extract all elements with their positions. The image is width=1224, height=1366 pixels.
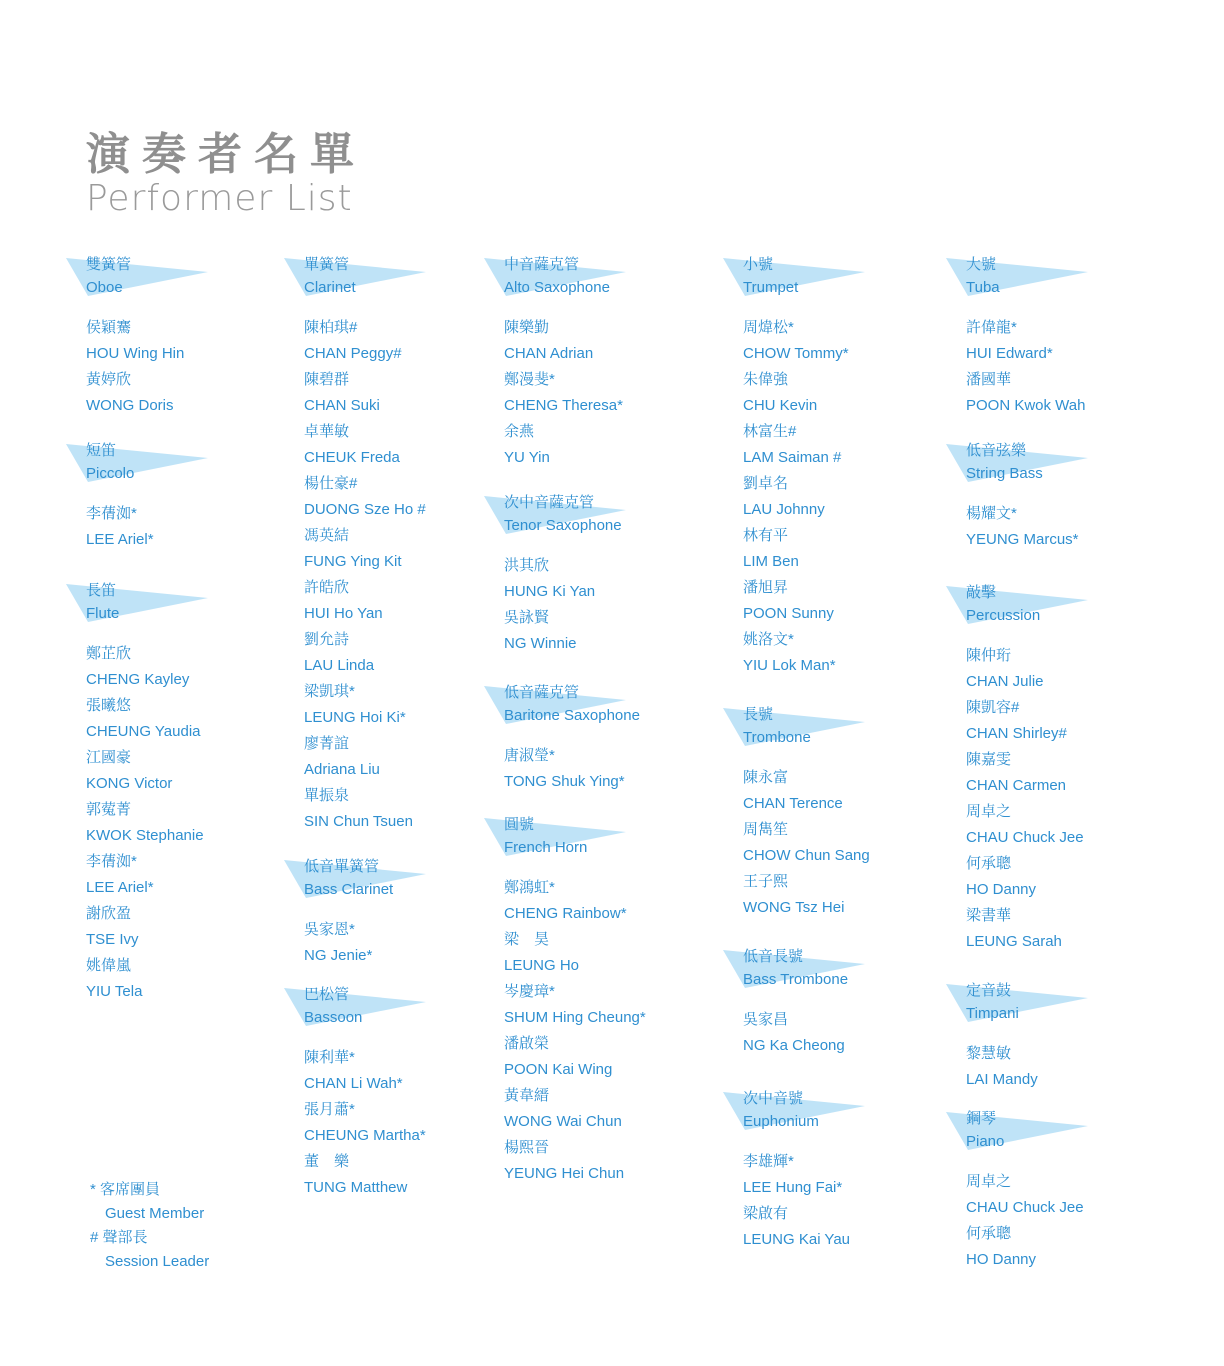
member-name-chinese: 梁啟有 [743, 1205, 789, 1222]
member-name-english: HO Danny [966, 881, 1037, 898]
instrument-section [504, 684, 724, 796]
member-name-english: CHU Kevin [743, 397, 818, 414]
member-name-english: YIU Tela [86, 983, 143, 1000]
member-name-chinese: 陳仲珩 [966, 647, 1012, 664]
member-name-english: LIM Ben [743, 553, 799, 570]
member-name-english: LEUNG Sarah [966, 933, 1062, 950]
member-name-chinese: 姚洛文* [743, 631, 794, 648]
instrument-section [304, 858, 524, 970]
section-title-english: Flute [86, 605, 120, 622]
section-title-english: Bass Trombone [743, 971, 849, 988]
member-name-chinese: 潘啟榮 [504, 1035, 550, 1052]
member-name-english: HUI Edward* [966, 345, 1053, 362]
section-title-english: Clarinet [304, 279, 356, 296]
section-title-chinese: 圓號 [504, 816, 535, 833]
member-name-english: CHAN Li Wah* [304, 1075, 403, 1092]
member-name-english: CHAU Chuck Jee [966, 1199, 1084, 1216]
member-name-english: HO Danny [966, 1251, 1037, 1268]
member-name-chinese: 洪其欣 [504, 557, 550, 574]
member-name-chinese: 吳詠賢 [504, 609, 550, 626]
member-name-chinese: 林富生# [743, 423, 797, 440]
member-name-english: FUNG Ying Kit [304, 553, 402, 570]
member-name-english: WONG Tsz Hei [743, 899, 845, 916]
member-name-chinese: 梁書華 [966, 907, 1012, 924]
section-heading [743, 256, 963, 302]
member-name-chinese: 謝欣盈 [86, 905, 132, 922]
section-title-chinese: 定音鼓 [966, 982, 1012, 999]
member-name-english: KONG Victor [86, 775, 173, 792]
member-list [86, 502, 306, 554]
member-name-english: CHOW Tommy* [743, 345, 849, 362]
section-heading [504, 256, 724, 302]
member-list [966, 644, 1186, 956]
section-heading [504, 494, 724, 540]
member-list [304, 918, 524, 970]
member-name-chinese: 許皓欣 [304, 579, 350, 596]
member-name-english: CHENG Kayley [86, 671, 190, 688]
member-name-chinese: 楊熙晉 [504, 1139, 550, 1156]
section-title-english: Trumpet [743, 279, 799, 296]
member-name-english: POON Kwok Wah [966, 397, 1086, 414]
section-title-english: Percussion [966, 607, 1041, 624]
member-name-chinese: 陳碧群 [304, 371, 350, 388]
section-title-chinese: 低音長號 [743, 948, 804, 965]
page-title-english: Performer List [86, 178, 353, 219]
member-list [743, 316, 963, 680]
section-title-chinese: 次中音薩克管 [504, 494, 595, 511]
instrument-section [504, 494, 724, 658]
section-title-chinese: 次中音號 [743, 1090, 804, 1107]
member-name-chinese: 陳凱容# [966, 699, 1020, 716]
section-title-chinese: 巴松管 [304, 986, 350, 1003]
member-name-chinese: 鄭芷欣 [86, 645, 132, 662]
member-name-chinese: 潘國華 [966, 371, 1012, 388]
member-name-chinese: 劉允詩 [304, 631, 350, 648]
member-name-english: TSE Ivy [86, 931, 139, 948]
member-list [86, 642, 306, 1006]
member-name-chinese: 陳嘉雯 [966, 751, 1012, 768]
section-title-english: Tuba [966, 279, 1000, 296]
instrument-section [966, 584, 1186, 956]
member-name-chinese: 陳利華* [304, 1049, 355, 1066]
section-title-english: Euphonium [743, 1113, 819, 1130]
section-heading [966, 442, 1186, 488]
section-title-chinese: 鋼琴 [966, 1110, 997, 1127]
member-name-chinese: 張月蕭* [304, 1101, 355, 1118]
member-list [743, 1150, 963, 1254]
member-name-english: YIU Lok Man* [743, 657, 836, 674]
member-name-english: CHENG Rainbow* [504, 905, 627, 922]
member-name-chinese: 鄭鴻虹* [504, 879, 555, 896]
instrument-section [504, 816, 724, 1188]
section-title-chinese: 低音弦樂 [966, 442, 1027, 459]
member-name-english: SIN Chun Tsuen [304, 813, 413, 830]
section-heading [304, 986, 524, 1032]
member-name-chinese: 楊耀文* [966, 505, 1017, 522]
member-name-english: DUONG Sze Ho # [304, 501, 426, 518]
section-title-english: String Bass [966, 465, 1043, 482]
member-name-english: CHEUK Freda [304, 449, 400, 466]
member-name-english: CHAN Terence [743, 795, 843, 812]
section-heading [966, 982, 1186, 1028]
member-name-chinese: 馮英結 [304, 527, 350, 544]
member-name-chinese: 周雋笙 [743, 821, 789, 838]
section-heading [743, 706, 963, 752]
member-name-english: WONG Wai Chun [504, 1113, 622, 1130]
section-title-chinese: 長號 [743, 706, 774, 723]
member-name-chinese: 林有平 [743, 527, 789, 544]
section-title-chinese: 低音單簧管 [304, 858, 380, 875]
section-title-chinese: 大號 [966, 256, 997, 273]
member-name-english: CHAU Chuck Jee [966, 829, 1084, 846]
instrument-section [304, 256, 524, 836]
member-list [504, 316, 724, 472]
member-name-chinese: 侯穎騫 [86, 319, 132, 336]
member-name-english: LEE Ariel* [86, 879, 154, 896]
section-title-chinese: 小號 [743, 256, 774, 273]
member-name-chinese: 李蒨洳* [86, 505, 137, 522]
legend-guest-zh: * 客席團員 [90, 1181, 161, 1198]
member-name-chinese: 王子熙 [743, 873, 789, 890]
member-name-chinese: 梁凱琪* [304, 683, 355, 700]
member-name-english: CHAN Adrian [504, 345, 594, 362]
member-name-chinese: 郭蒬菁 [86, 801, 132, 818]
member-name-chinese: 陳樂勤 [504, 319, 550, 336]
section-title-chinese: 短笛 [86, 442, 117, 459]
section-title-english: Bassoon [304, 1009, 363, 1026]
member-name-english: YU Yin [504, 449, 550, 466]
member-list [743, 766, 963, 922]
member-name-chinese: 岑慶璋* [504, 983, 555, 1000]
member-list [966, 502, 1186, 554]
member-name-english: POON Sunny [743, 605, 834, 622]
member-name-english: HUI Ho Yan [304, 605, 383, 622]
member-name-english: LAU Johnny [743, 501, 825, 518]
instrument-section [743, 706, 963, 922]
section-title-chinese: 雙簧管 [86, 256, 132, 273]
instrument-section [966, 1110, 1186, 1274]
member-list [966, 1042, 1186, 1094]
member-list [504, 554, 724, 658]
section-title-english: Bass Clarinet [304, 881, 394, 898]
instrument-section [86, 582, 306, 1006]
member-name-english: CHEUNG Yaudia [86, 723, 201, 740]
instrument-section [504, 256, 724, 472]
section-heading [966, 584, 1186, 630]
member-list [86, 316, 306, 420]
member-name-english: POON Kai Wing [504, 1061, 613, 1078]
member-name-chinese: 單振泉 [304, 787, 350, 804]
section-title-english: Piccolo [86, 465, 135, 482]
section-title-english: Tenor Saxophone [504, 517, 622, 534]
member-name-english: LAM Saiman # [743, 449, 842, 466]
member-name-english: NG Ka Cheong [743, 1037, 845, 1054]
member-name-english: CHOW Chun Sang [743, 847, 870, 864]
section-title-english: Alto Saxophone [504, 279, 610, 296]
member-name-chinese: 黃韋縉 [504, 1087, 550, 1104]
member-name-chinese: 何承聰 [966, 855, 1012, 872]
member-name-chinese: 鄭漫斐* [504, 371, 555, 388]
member-name-chinese: 何承聰 [966, 1225, 1012, 1242]
member-name-chinese: 吳家昌 [743, 1011, 789, 1028]
member-list [304, 1046, 524, 1202]
instrument-section [304, 986, 524, 1202]
section-heading [86, 442, 306, 488]
section-title-english: Baritone Saxophone [504, 707, 640, 724]
member-name-chinese: 周煒松* [743, 319, 794, 336]
member-name-chinese: 陳柏琪# [304, 319, 358, 336]
member-name-chinese: 吳家恩* [304, 921, 355, 938]
member-name-english: LEE Ariel* [86, 531, 154, 548]
member-name-chinese: 黃婷欣 [86, 371, 132, 388]
section-heading [504, 816, 724, 862]
section-title-english: Timpani [966, 1005, 1019, 1022]
section-heading [86, 582, 306, 628]
member-name-english: CHAN Peggy# [304, 345, 402, 362]
member-name-english: TONG Shuk Ying* [504, 773, 625, 790]
member-list [966, 1170, 1186, 1274]
instrument-section [966, 256, 1186, 420]
member-name-chinese: 廖菁誼 [304, 735, 350, 752]
instrument-section [966, 442, 1186, 554]
section-heading [966, 1110, 1186, 1156]
member-name-chinese: 江國豪 [86, 749, 132, 766]
legend-leader-en: Session Leader [105, 1253, 210, 1270]
member-name-chinese: 周卓之 [966, 1173, 1012, 1190]
member-name-english: TUNG Matthew [304, 1179, 408, 1196]
section-title-english: Piano [966, 1133, 1005, 1150]
member-name-english: NG Winnie [504, 635, 577, 652]
instrument-section [743, 948, 963, 1060]
member-name-chinese: 梁 昊 [504, 931, 550, 948]
member-name-english: HOU Wing Hin [86, 345, 185, 362]
member-name-english: WONG Doris [86, 397, 174, 414]
member-name-chinese: 劉卓名 [743, 475, 789, 492]
section-heading [966, 256, 1186, 302]
member-name-english: CHAN Suki [304, 397, 380, 414]
instrument-section [966, 982, 1186, 1094]
instrument-section [743, 256, 963, 680]
member-name-english: CHEUNG Martha* [304, 1127, 426, 1144]
section-title-chinese: 低音薩克管 [504, 684, 580, 701]
member-name-chinese: 李蒨洳* [86, 853, 137, 870]
member-name-english: LEUNG Kai Yau [743, 1231, 850, 1248]
member-name-english: KWOK Stephanie [86, 827, 204, 844]
member-name-chinese: 許偉龍* [966, 319, 1017, 336]
legend-guest-en: Guest Member [105, 1205, 205, 1222]
section-heading [304, 858, 524, 904]
section-title-chinese: 長笛 [86, 582, 117, 599]
member-name-english: YEUNG Marcus* [966, 531, 1079, 548]
section-heading [504, 684, 724, 730]
member-name-chinese: 卓華敏 [304, 423, 350, 440]
member-name-english: CHAN Julie [966, 673, 1044, 690]
section-title-english: French Horn [504, 839, 588, 856]
member-list [743, 1008, 963, 1060]
section-title-chinese: 中音薩克管 [504, 256, 580, 273]
member-name-english: NG Jenie* [304, 947, 373, 964]
member-name-chinese: 楊仕豪# [304, 475, 358, 492]
member-list [966, 316, 1186, 420]
member-name-chinese: 張曦悠 [86, 697, 132, 714]
instrument-section [86, 442, 306, 554]
section-title-chinese: 敲擊 [966, 584, 997, 601]
member-name-chinese: 陳永富 [743, 769, 789, 786]
member-name-english: LEUNG Ho [504, 957, 580, 974]
section-heading [743, 1090, 963, 1136]
member-name-english: CHAN Shirley# [966, 725, 1067, 742]
member-name-chinese: 余燕 [504, 423, 535, 440]
section-heading [743, 948, 963, 994]
member-name-chinese: 潘旭昇 [743, 579, 789, 596]
member-name-chinese: 周卓之 [966, 803, 1012, 820]
member-name-english: SHUM Hing Cheung* [504, 1009, 646, 1026]
member-name-english: LEE Hung Fai* [743, 1179, 843, 1196]
member-list [304, 316, 524, 836]
member-name-chinese: 唐淑瑩* [504, 747, 555, 764]
member-name-english: LEUNG Hoi Ki* [304, 709, 406, 726]
member-name-english: HUNG Ki Yan [504, 583, 596, 600]
member-name-chinese: 董 樂 [304, 1153, 350, 1170]
member-name-chinese: 黎慧敏 [966, 1045, 1012, 1062]
section-heading [86, 256, 306, 302]
section-title-english: Oboe [86, 279, 123, 296]
member-name-english: CHENG Theresa* [504, 397, 623, 414]
member-list [504, 876, 724, 1188]
member-name-english: LAI Mandy [966, 1071, 1038, 1088]
section-title-english: Trombone [743, 729, 811, 746]
instrument-section [743, 1090, 963, 1254]
member-name-english: CHAN Carmen [966, 777, 1067, 794]
page-title-chinese: 演奏者名單 [86, 129, 366, 180]
member-name-english: YEUNG Hei Chun [504, 1165, 625, 1182]
member-list [504, 744, 724, 796]
legend [90, 1178, 209, 1274]
legend-leader-zh: # 聲部長 [90, 1229, 148, 1246]
member-name-chinese: 李雄輝* [743, 1153, 794, 1170]
section-title-chinese: 單簧管 [304, 256, 350, 273]
member-name-english: LAU Linda [304, 657, 375, 674]
member-name-english: Adriana Liu [304, 761, 380, 778]
instrument-section [86, 256, 306, 420]
member-name-chinese: 朱偉強 [743, 371, 789, 388]
member-name-chinese: 姚偉嵐 [86, 957, 132, 974]
